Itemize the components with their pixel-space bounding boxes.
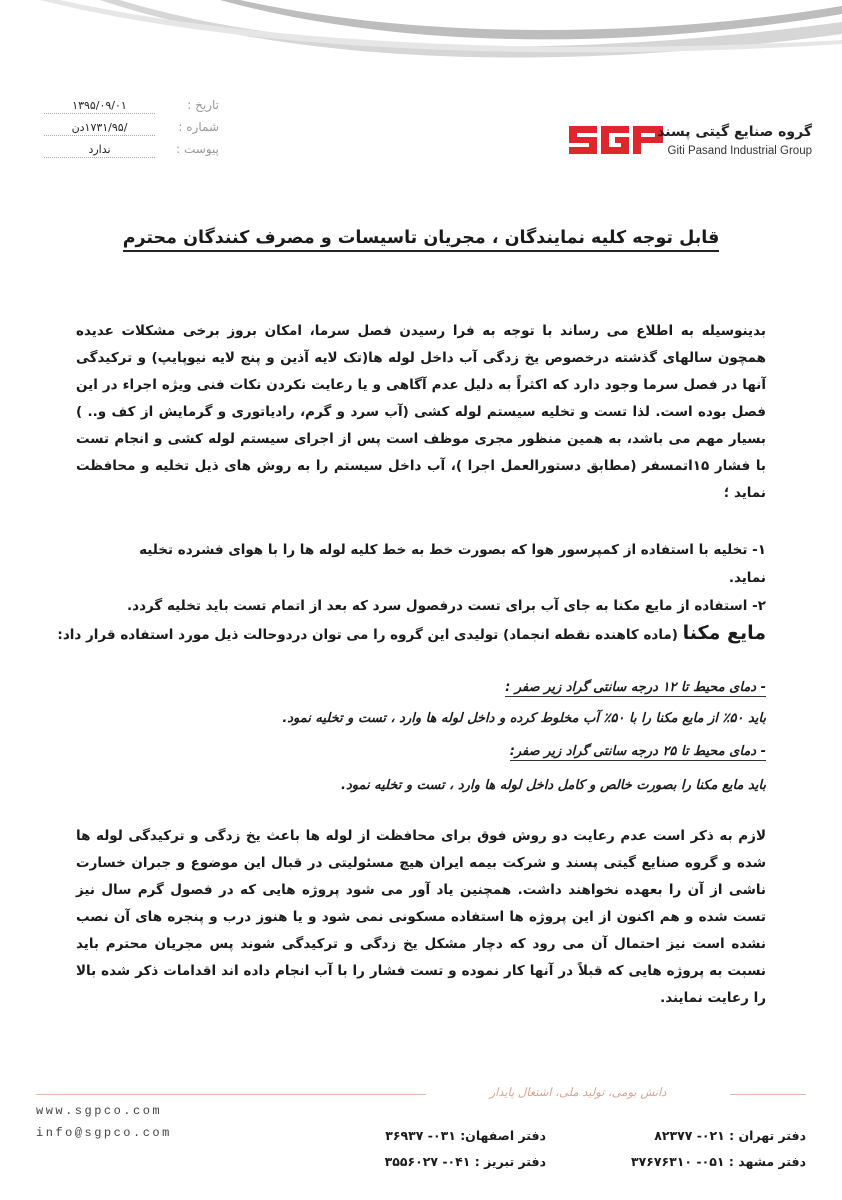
liquid-intro (57, 622, 766, 644)
liquid-description: (ماده کاهنده نقطه انجماد) تولیدی این گروه را می توان دردوحالت ذیل مورد استفاده قرار داد: (57, 627, 678, 643)
meta-attachment-value: ندارد (44, 142, 155, 158)
condition-2-heading-row (60, 744, 766, 761)
meta-date-row (44, 98, 219, 120)
company-name-fa: گروه صنایع گیتی پسند (657, 124, 812, 140)
sgp-logo-mark (567, 122, 667, 158)
letter-title (0, 228, 842, 248)
intro-paragraph-text: بدینوسیله به اطلاع می رساند با توجه به فرا رسیدن فصل سرما، امکان بروز برخی مشکلات عدیده همچون سالهای گذشته درخصوص یخ زدگی آب داخل لوله ها(تک لایه آذین و پنج لایه نیوپایپ) و ترکیدگی آنها در فصل سرما وجود دارد که اکثراً به دلیل عدم آگاهی و یا رعایت نکردن نکات فنی ویژه اجراء در این فصل بوده است. لذا تست و تخلیه سیستم لوله کشی (آب سرد و گرم، رادیاتوری و گرمایش از کف و.. ) بسیار مهم می باشد، به همین منظور مجری موظف است پس از اجرای سیستم لوله کشی و انجام تست با فشار ۱۵اتمسفر (مطابق دستورالعمل اجرا )، آب داخل سیستم را به روش های ذیل تخلیه و محافظت نماید ؛ (76, 323, 766, 501)
footer-divider-left (36, 1094, 426, 1095)
method-item-1: ۱- تخلیه با استفاده از کمپرسور هوا که بصورت خط به خط کلیه لوله ها را با هوای فشرده تخلیه نماید. (139, 542, 766, 586)
office-isfahan-phone: ۰۳۱- ۳۶۹۳۷ (385, 1128, 456, 1143)
office-mashhad-phone: ۰۵۱- ۳۷۶۷۶۳۱۰ (631, 1154, 725, 1169)
method-item-2: ۲- استفاده از مایع مکنا به جای آب برای تست درفصول سرد که بعد از اتمام تست باید تخلیه گردد. (127, 598, 766, 614)
meta-date-label: تاریخ : (187, 98, 219, 112)
office-tehran-phone: ۰۲۱- ۸۲۳۷۷ (654, 1128, 725, 1143)
condition-1-text: باید ۵۰٪ از مایع مکنا را با ۵۰٪ آب مخلوط کرده و داخل لوله ها وارد ، تست و تخلیه نمود. (282, 711, 766, 726)
intro-paragraph (76, 318, 766, 507)
footer-divider-right (730, 1094, 806, 1095)
header-swoosh-decoration (0, 0, 842, 70)
office-mashhad-label: دفتر مشهد : (728, 1154, 806, 1169)
meta-number-value: /۱۷۳۱/۹۵دن (44, 120, 155, 136)
condition-1-heading-row (60, 680, 766, 697)
company-name-en: Giti Pasand Industrial Group (667, 145, 812, 157)
office-tehran (654, 1128, 806, 1143)
condition-1-heading: - دمای محیط تا ۱۲ درجه سانتی گراد زیر صفر : (505, 680, 766, 695)
letter-meta (44, 98, 219, 164)
office-tabriz-label: دفتر تبریز : (474, 1154, 546, 1169)
meta-number-row (44, 120, 219, 142)
office-isfahan (385, 1128, 546, 1143)
footer-slogan: دانش بومی، تولید ملی، اشتغال پایدار (489, 1085, 667, 1099)
meta-number-label: شماره : (178, 120, 219, 134)
meta-date-value: ۱۳۹۵/۰۹/۰۱ (44, 98, 155, 114)
office-isfahan-label: دفتر اصفهان: (460, 1128, 546, 1143)
meta-attachment-row (44, 142, 219, 164)
meta-attachment-label: پیوست : (176, 142, 219, 156)
letter-title-text: قابل توجه کلیه نمایندگان ، مجریان تاسیسات و مصرف کنندگان محترم (123, 228, 720, 252)
condition-2-heading: - دمای محیط تا ۲۵ درجه سانتی گراد زیر صفر: (509, 744, 766, 759)
footer-email: info@sgpco.com (36, 1126, 172, 1140)
office-tabriz-phone: ۰۴۱- ۳۵۵۶۰۲۷ (384, 1154, 471, 1169)
office-mashhad (631, 1154, 806, 1169)
liquid-name: مایع مکنا (682, 622, 766, 644)
methods-list (100, 536, 766, 620)
warning-paragraph (76, 823, 766, 1012)
warning-paragraph-text: لازم به ذکر است عدم رعایت دو روش فوق برای محافظت از لوله ها باعث یخ زدگی و ترکیدگی لوله ها شده و گروه صنایع گیتی پسند و شرکت بیمه ایران هیچ مسئولیتی در قبال این موضوع و جبران خسارت ناشی از آن را بعهده نخواهند داشت. همچنین یاد آور می شود پروژه هایی که در فصول گرم سال نیز تست شده و هم اکنون از این پروژه ها استفاده مسکونی نمی شود و یا هنوز درب و پنجره های آن نصب نشده است نیز احتمال آن می رود که دچار مشکل یخ زدگی و ترکیدگی شوند پس مجریان محترم باید نسبت به پروژه هایی که قبلاً در آنها کار نموده و تست فشار را با آب انجام داده اند اقدامات ذکر شده بالا را رعایت نمایند. (76, 828, 766, 1006)
office-tehran-label: دفتر تهران : (729, 1128, 806, 1143)
footer-website: www.sgpco.com (36, 1104, 163, 1118)
company-logo (567, 118, 812, 168)
condition-2-text: باید مایع مکنا را بصورت خالص و کامل داخل لوله ها وارد ، تست و تخلیه نمود. (341, 778, 766, 793)
office-tabriz (385, 1154, 546, 1169)
